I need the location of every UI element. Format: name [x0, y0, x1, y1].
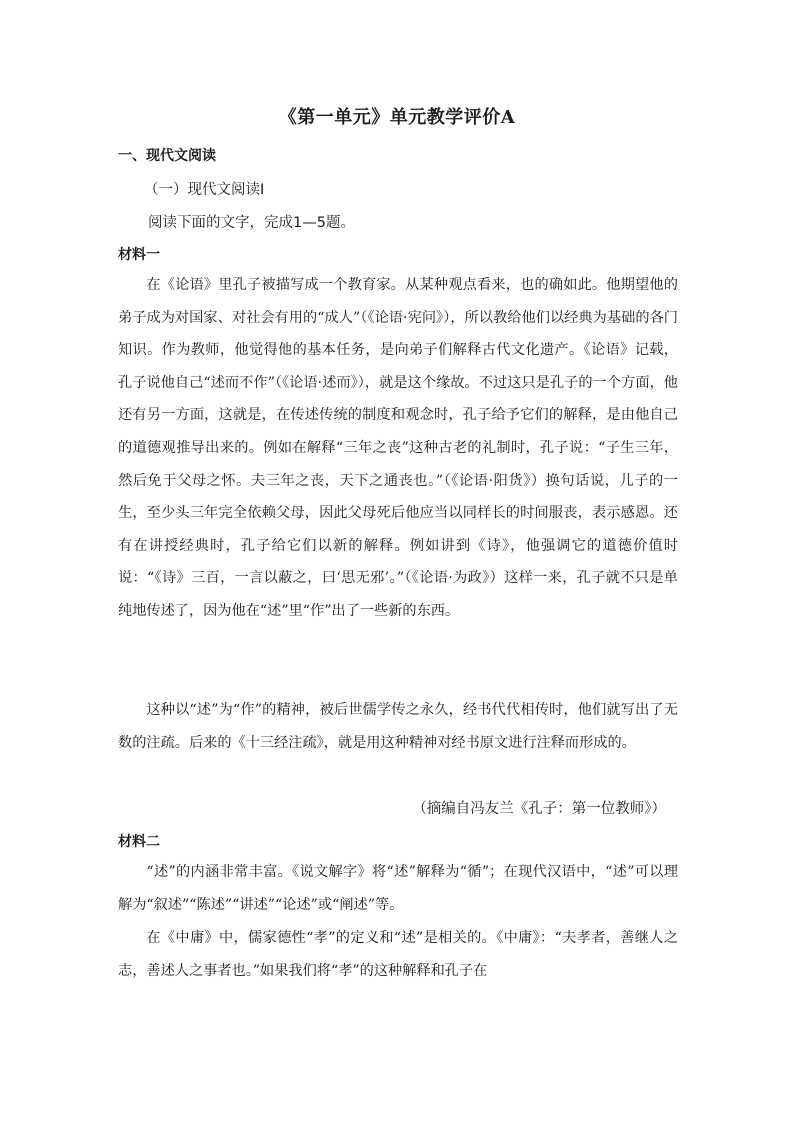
- reading-instruction: 阅读下面的文字，完成1—5题。: [148, 215, 355, 231]
- material-one-paragraph-1: 在《论语》里孔子被描写成一个教育家。从某种观点看来，也的确如此。他期望他的弟子成为对国家、对社会有用的“成人”（《论语·宪问》），所以教给他们以经典为基础的各门知识。作为教师，他觉得他的基本任务，是向弟子们解释古代文化遗产。《论语》记载，孔子说他自己“述而不作”（《论语·述而》），就是这个缘故。不过这只是孔子的一个方面，他还有另一方面，这就是，在传述传统的制度和观念时，孔子给予它们的解释，是由他自己的道德观推导出来的。例如在解释“三年之丧”这种古老的礼制时，孔子说：“子生三年，然后免于父母之怀。夫三年之丧，天下之通丧也。”（《论语·阳货》）换句话说，儿子的一生，至少头三年完全依赖父母，因此父母死后他应当以同样长的时间服丧，表示感恩。还有在讲授经典时，孔子给它们以新的解释。例如讲到《诗》，他强调它的道德价值时说：“《诗》三百，一言以蔽之，曰‘思无邪’。”（《论语·为政》）这样一来，孔子就不只是单纯地传述了，因为他在“述”里“作”出了一些新的东西。: [118, 277, 678, 619]
- material-two-heading: 材料二: [118, 834, 160, 850]
- material-two-paragraph-2: 在《中庸》中，儒家德性“孝”的定义和“述”是相关的。《中庸》：“夫孝者，善继人之志，善述人之事者也。”如果我们将“孝”的这种解释和孔子在: [118, 930, 678, 979]
- material-two-paragraph-1: “述”的内涵非常丰富。《说文解字》将“述”解释为“循”；在现代汉语中，“述”可以理解为“叙述”“陈述”“讲述”“论述”或“阐述”等。: [118, 864, 678, 913]
- section-heading: 一、现代文阅读: [118, 148, 216, 164]
- material-one-source: （摘编自冯友兰《孔子：第一位教师》）: [412, 801, 666, 817]
- subsection-heading: （一）现代文阅读Ⅰ: [144, 182, 265, 198]
- material-one-heading: 材料一: [118, 247, 160, 263]
- material-one-paragraph-2: 这种以“述”为“作”的精神，被后世儒学传之永久，经书代代相传时，他们就写出了无数的注疏。后来的《十三经注疏》，就是用这种精神对经书原文进行注释而形成的。: [118, 702, 678, 751]
- document-title: 《第一单元》单元教学评价A: [278, 107, 516, 128]
